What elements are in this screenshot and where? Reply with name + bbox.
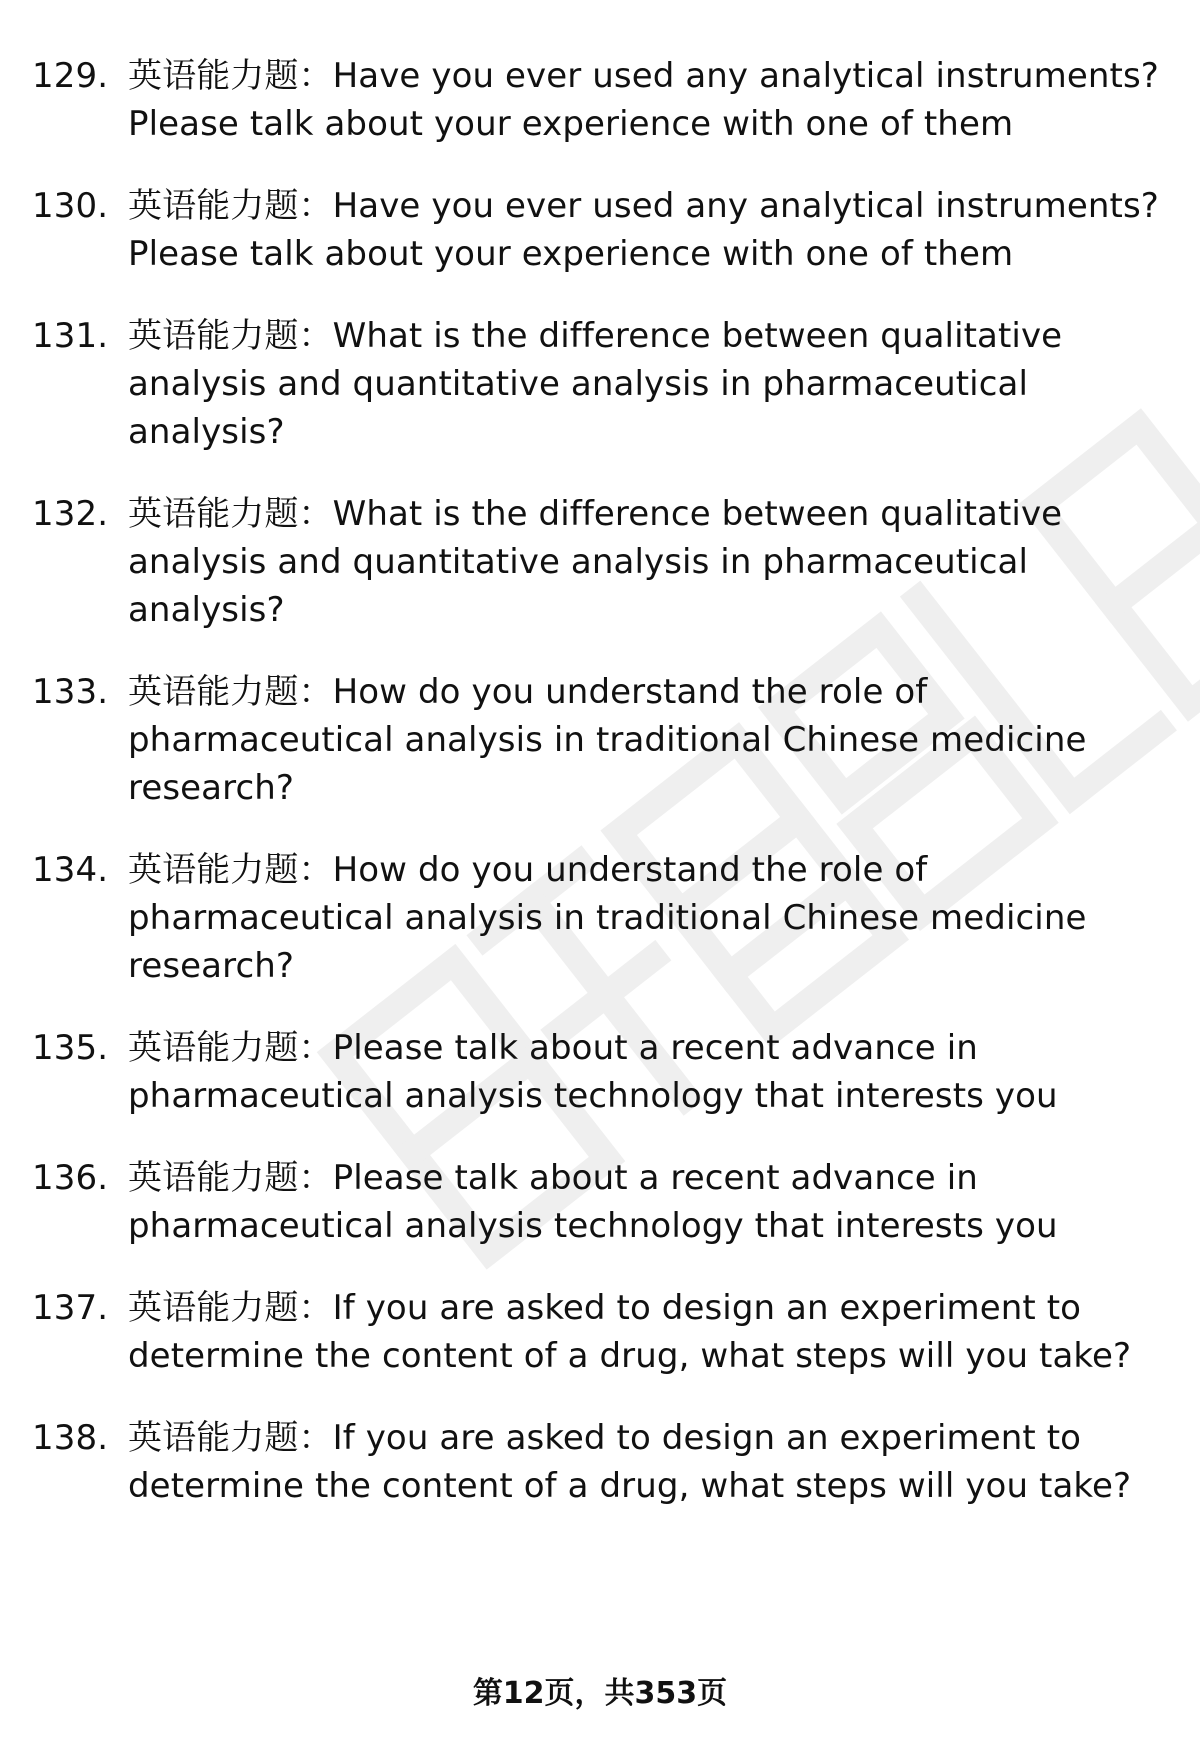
question-number: 131. xyxy=(32,316,109,356)
list-item xyxy=(0,668,1200,812)
question-number: 129. xyxy=(32,56,109,96)
question-category: 英语能力题： xyxy=(128,494,333,534)
question-text: Please talk about a recent advance in pharmaceutical analysis technology that interests you xyxy=(128,1158,1058,1246)
question-list xyxy=(0,52,1200,1544)
question-number: 135. xyxy=(32,1028,109,1068)
question-text: If you are asked to design an experiment to determine the content of a drug, what steps will you take? xyxy=(128,1418,1132,1506)
list-item xyxy=(0,846,1200,990)
question-number: 138. xyxy=(32,1418,109,1458)
list-item xyxy=(0,182,1200,278)
question-category: 英语能力题： xyxy=(128,1158,333,1198)
page-number-footer: 第12页，共353页 xyxy=(472,1676,728,1711)
question-text: What is the difference between qualitative analysis and quantitative analysis in pharmaceutical analysis? xyxy=(128,494,1063,630)
question-text: Have you ever used any analytical instruments? Please talk about your experience with one of them xyxy=(128,56,1159,144)
list-item xyxy=(0,490,1200,634)
question-number: 136. xyxy=(32,1158,109,1198)
question-category: 英语能力题： xyxy=(128,1028,333,1068)
list-item xyxy=(0,1414,1200,1510)
question-number: 130. xyxy=(32,186,109,226)
question-text: How do you understand the role of pharmaceutical analysis in traditional Chinese medicine research? xyxy=(128,850,1087,986)
question-category: 英语能力题： xyxy=(128,1418,333,1458)
question-text: Please talk about a recent advance in pharmaceutical analysis technology that interests you xyxy=(128,1028,1058,1116)
question-number: 134. xyxy=(32,850,109,890)
question-category: 英语能力题： xyxy=(128,316,333,356)
question-category: 英语能力题： xyxy=(128,1288,333,1328)
question-category: 英语能力题： xyxy=(128,186,333,226)
list-item xyxy=(0,1284,1200,1380)
question-number: 133. xyxy=(32,672,109,712)
question-text: Have you ever used any analytical instruments? Please talk about your experience with one of them xyxy=(128,186,1159,274)
list-item xyxy=(0,1024,1200,1120)
question-text: If you are asked to design an experiment to determine the content of a drug, what steps will you take? xyxy=(128,1288,1132,1376)
question-text: How do you understand the role of pharmaceutical analysis in traditional Chinese medicine research? xyxy=(128,672,1087,808)
question-text: What is the difference between qualitative analysis and quantitative analysis in pharmaceutical analysis? xyxy=(128,316,1063,452)
question-category: 英语能力题： xyxy=(128,672,333,712)
list-item xyxy=(0,52,1200,148)
question-number: 132. xyxy=(32,494,109,534)
question-category: 英语能力题： xyxy=(128,56,333,96)
list-item xyxy=(0,312,1200,456)
list-item xyxy=(0,1154,1200,1250)
question-category: 英语能力题： xyxy=(128,850,333,890)
question-number: 137. xyxy=(32,1288,109,1328)
